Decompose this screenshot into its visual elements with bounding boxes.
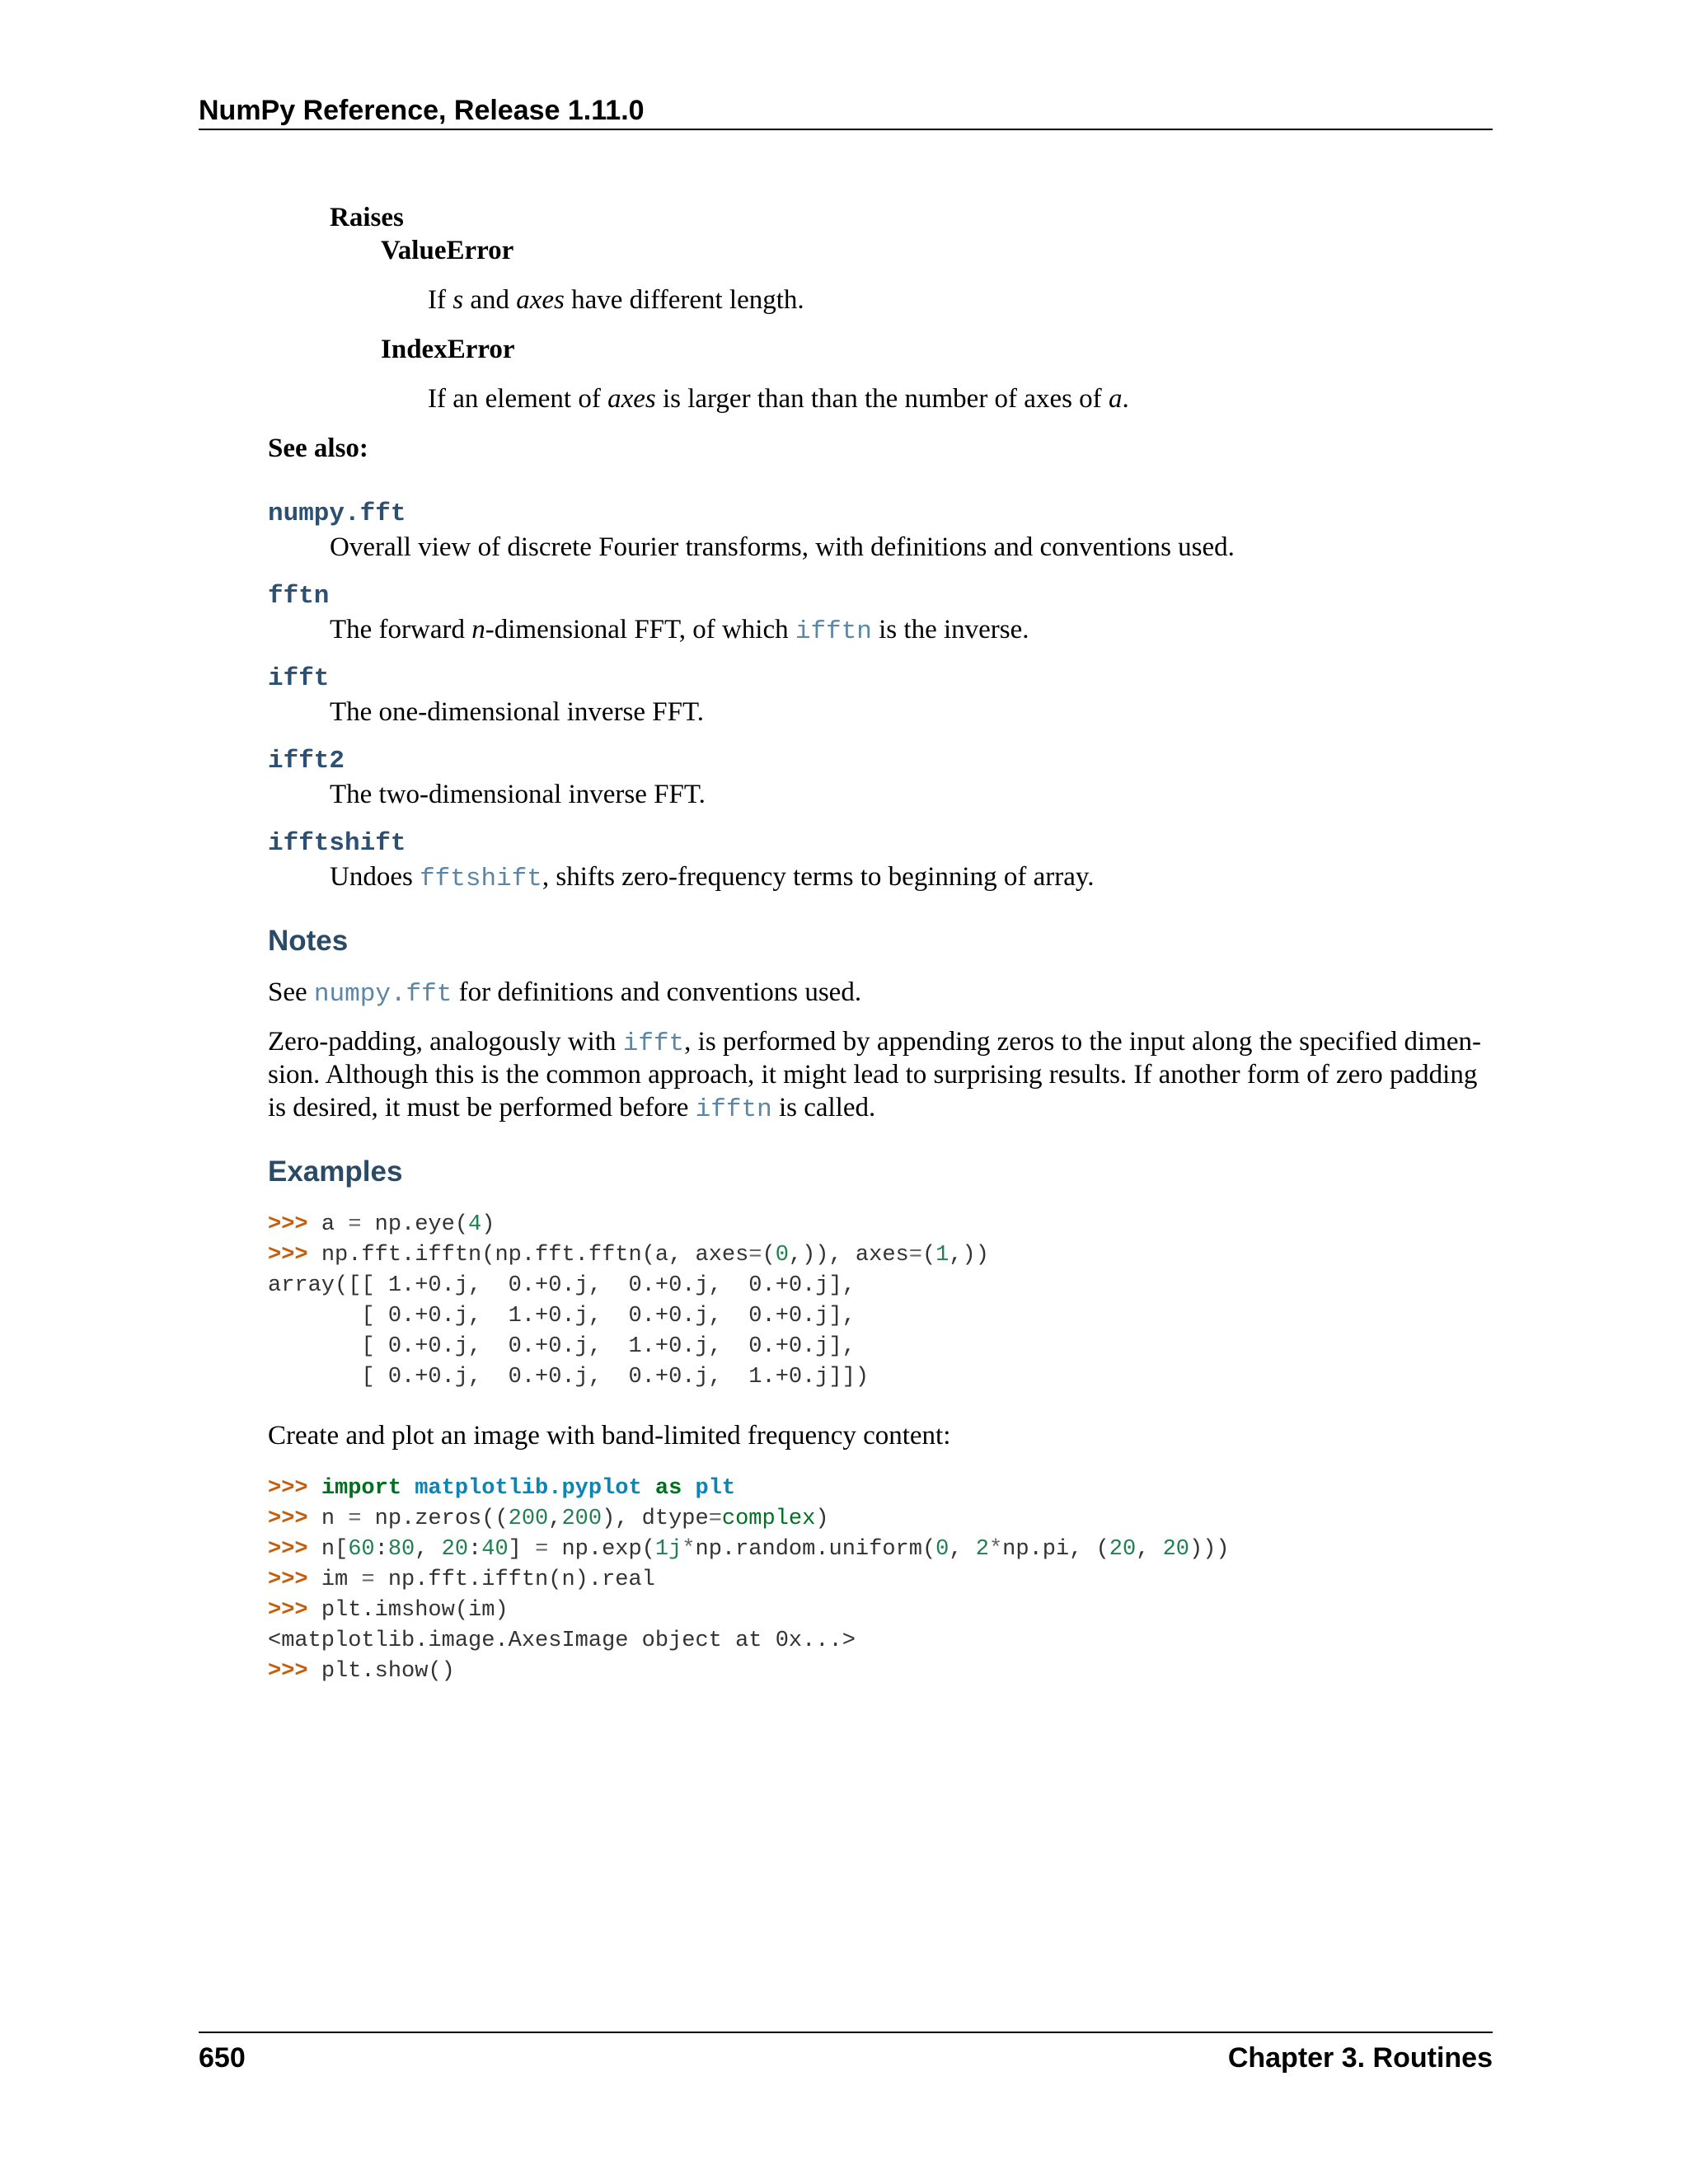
chapter-title: Chapter 3. Routines [1227,2042,1493,2074]
code-line: >>> im = np.fft.ifftn(n).real [268,1568,655,1592]
error-name: ValueError [381,236,514,265]
examples-heading: Examples [268,1155,403,1188]
see-also-link-ifftshift[interactable]: ifftshift [268,829,406,858]
see-also-description: The one-dimensional inverse FFT. [330,697,704,727]
code-line: >>> n[60:80, 20:40] = np.exp(1j*np.random.uniform(0, 2*np.pi, (20, 20))) [268,1537,1230,1562]
code-block [268,1474,1230,1687]
running-title: NumPy Reference, Release 1.11.0 [199,95,645,126]
notes-heading: Notes [268,925,349,957]
code-output: [ 0.+0.j, 1.+0.j, 0.+0.j, 0.+0.j], [268,1304,856,1329]
examples-text: Create and plot an image with band-limited frequency content: [268,1421,951,1451]
see-also-description: Overall view of discrete Fourier transforms, with definitions and conventions used. [330,532,1235,562]
notes-paragraph-line: Zero-padding, analogously with ifft, is performed by appending zeros to the input along the specified dimen- [268,1027,1481,1058]
inline-link-ifftn[interactable]: ifftn [795,617,872,646]
inline-link-fftshift[interactable]: fftshift [420,865,542,893]
notes-paragraph-line: sion. Although this is the common approach, it might lead to surprising results. If another form of zero padding [268,1060,1478,1090]
see-also-description: Undoes fftshift, shifts zero-frequency terms to beginning of array. [330,862,1095,893]
code-line: >>> n = np.zeros((200,200), dtype=complex) [268,1507,829,1531]
page-footer [199,2032,1493,2073]
code-output: [ 0.+0.j, 0.+0.j, 1.+0.j, 0.+0.j], [268,1334,856,1359]
see-also-link-fftn[interactable]: fftn [268,582,330,611]
page-number: 650 [199,2042,246,2074]
notes-paragraph: See numpy.fft for definitions and conventions used. [268,977,862,1009]
see-also-link-ifft2[interactable]: ifft2 [268,747,345,776]
error-description: If an element of axes is larger than than the number of axes of a. [428,384,1129,414]
code-output: [ 0.+0.j, 0.+0.j, 0.+0.j, 1.+0.j]]) [268,1365,870,1390]
code-line: >>> a = np.eye(4) [268,1212,495,1237]
inline-link-ifft[interactable]: ifft [622,1029,685,1058]
code-output: array([[ 1.+0.j, 0.+0.j, 0.+0.j, 0.+0.j], [268,1273,856,1298]
see-also-description: The two-dimensional inverse FFT. [330,780,706,809]
code-block [268,1210,989,1393]
see-also-heading: See also: [268,434,368,463]
error-description: If s and axes have different length. [428,285,804,315]
error-name: IndexError [381,335,515,364]
notes-paragraph-line: is desired, it must be performed before ifftn is called. [268,1093,876,1124]
see-also-description: The forward n-dimensional FFT, of which ifftn is the inverse. [330,615,1029,646]
see-also-link-numpy-fft[interactable]: numpy.fft [268,499,406,528]
code-line: >>> np.fft.ifftn(np.fft.fftn(a, axes=(0,)), axes=(1,)) [268,1243,989,1268]
code-line: >>> plt.show() [268,1659,455,1684]
raises-heading: Raises [330,203,404,232]
page-header [199,92,1493,130]
inline-link-ifftn[interactable]: ifftn [695,1095,772,1124]
code-output: <matplotlib.image.AxesImage object at 0x...> [268,1629,856,1653]
inline-link-numpy-fft[interactable]: numpy.fft [313,980,452,1009]
code-line: >>> import matplotlib.pyplot as plt [268,1476,736,1501]
code-line: >>> plt.imshow(im) [268,1598,509,1623]
see-also-link-ifft[interactable]: ifft [268,664,330,693]
